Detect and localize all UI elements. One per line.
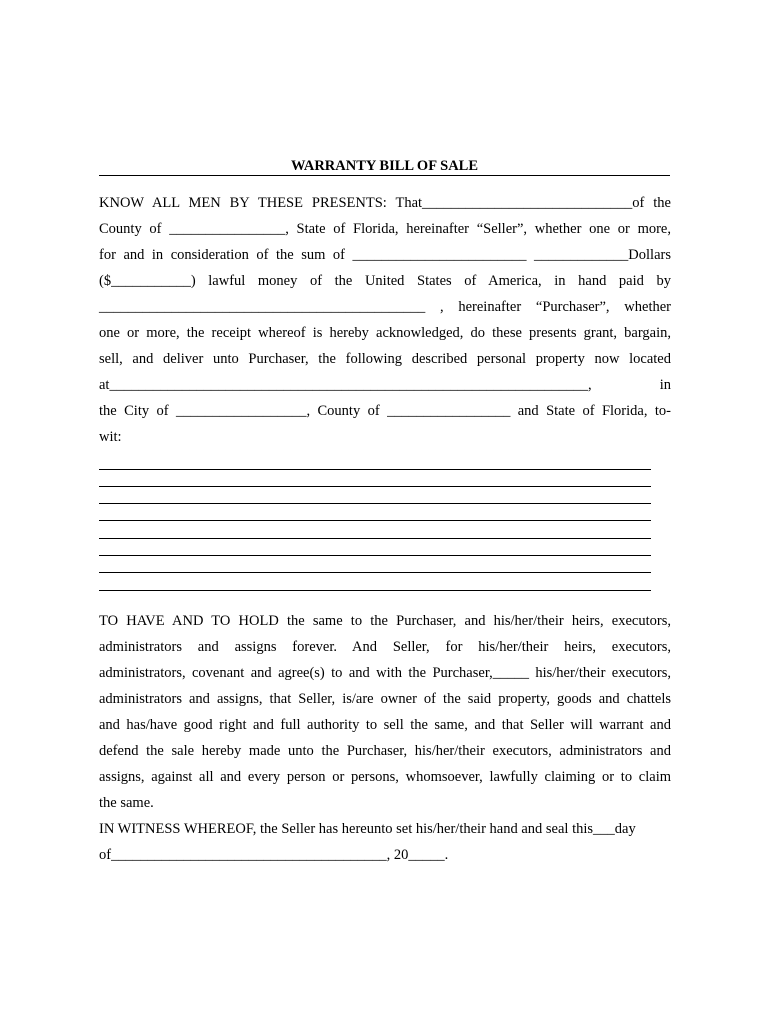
paragraph1-line-1: KNOW ALL MEN BY THESE PRESENTS: That_____________________________of the (99, 195, 671, 211)
paragraph2-line-5: and has/have good right and full authority to sell the same, and that Seller will warrant and (99, 717, 671, 733)
witness-line-1: IN WITNESS WHEREOF, the Seller has hereunto set his/her/their hand and seal this___day (99, 821, 636, 837)
paragraph1-line-5: _____________________________________________ , hereinafter “Purchaser”, whether (99, 299, 671, 315)
title-underline (99, 175, 670, 176)
paragraph2-line-8: the same. (99, 795, 154, 811)
paragraph1-line-4: ($___________) lawful money of the United States of America, in hand paid by (99, 273, 671, 289)
description-blank-line (99, 572, 651, 573)
paragraph2-line-3: administrators, covenant and agree(s) to and with the Purchaser,_____ his/her/their executors, (99, 665, 671, 681)
description-blank-line (99, 555, 651, 556)
paragraph1-line-10: wit: (99, 429, 122, 445)
paragraph2-line-1: TO HAVE AND TO HOLD the same to the Purchaser, and his/her/their heirs, executors, (99, 613, 671, 629)
description-blank-line (99, 503, 651, 504)
paragraph1-line-9: the City of __________________, County of _________________ and State of Florida, to- (99, 403, 671, 419)
description-blank-line (99, 486, 651, 487)
witness-line-2: of______________________________________, 20_____. (99, 847, 449, 863)
paragraph2-line-6: defend the sale hereby made unto the Purchaser, his/her/their executors, administrators and (99, 743, 671, 759)
description-blank-line (99, 538, 651, 539)
paragraph2-line-7: assigns, against all and every person or persons, whomsoever, lawfully claiming or to claim (99, 769, 671, 785)
document-title: WARRANTY BILL OF SALE (290, 158, 479, 174)
paragraph1-line-7: sell, and deliver unto Purchaser, the following described personal property now located (99, 351, 671, 367)
paragraph1-line-2: County of ________________, State of Florida, hereinafter “Seller”, whether one or more, (99, 221, 671, 237)
paragraph2-line-2: administrators and assigns forever. And Seller, for his/her/their heirs, executors, (99, 639, 671, 655)
paragraph1-line-3: for and in consideration of the sum of ________________________ _____________Dollars (99, 247, 671, 263)
description-blank-line (99, 520, 651, 521)
paragraph1-line-8: at__________________________________________________________________, in (99, 377, 671, 393)
paragraph1-line-6: one or more, the receipt whereof is hereby acknowledged, do these presents grant, bargain, (99, 325, 671, 341)
description-blank-line (99, 469, 651, 470)
paragraph2-line-4: administrators and assigns, that Seller, is/are owner of the said property, goods and chattels (99, 691, 671, 707)
description-blank-line (99, 590, 651, 591)
